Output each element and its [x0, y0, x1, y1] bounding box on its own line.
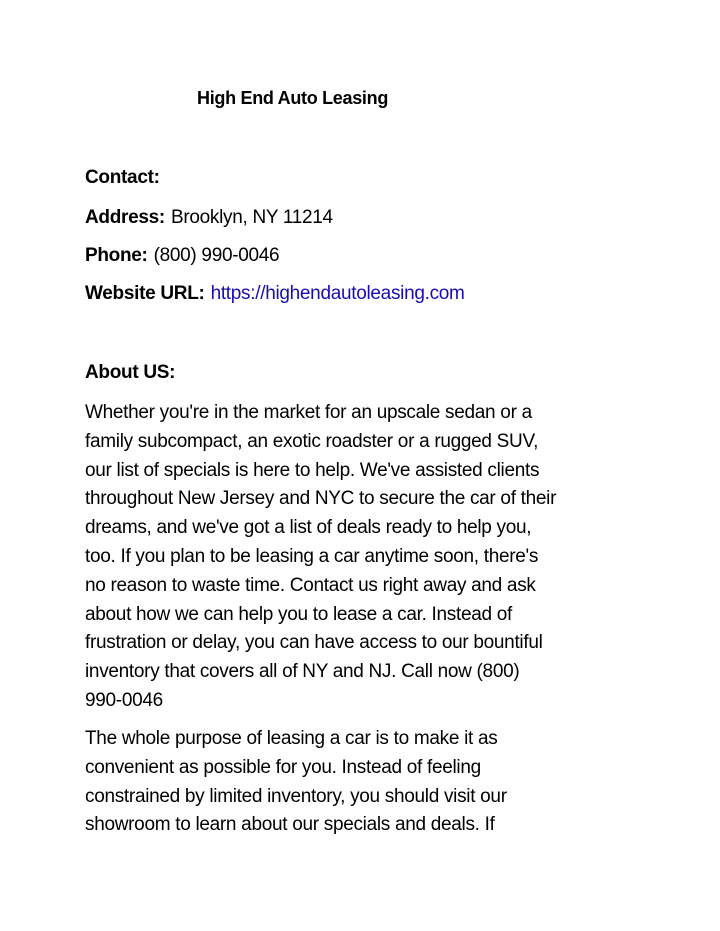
address-value: Brooklyn, NY 11214 [170, 207, 333, 228]
paragraph-line: dreams, and we've got a list of deals ready to help you, [85, 517, 532, 539]
paragraph-line: about how we can help you to lease a car. Instead of [85, 603, 512, 625]
paragraph-line: inventory that covers all of NY and NJ. Call now (800) [85, 661, 520, 683]
paragraph-line: showroom to learn about our specials and deals. If [85, 814, 495, 836]
contact-heading: Contact: [85, 167, 160, 188]
website-label: Website URL: [85, 283, 205, 304]
paragraph-line: no reason to waste time. Contact us right away and ask [85, 574, 536, 596]
website-link[interactable]: https://highendautoleasing.com [210, 283, 465, 304]
website-line [85, 283, 465, 305]
paragraph-line: 990-0046 [85, 689, 163, 711]
address-label: Address: [85, 207, 165, 228]
document-title: High End Auto Leasing [197, 88, 389, 108]
about-paragraph-2 [85, 725, 645, 840]
paragraph-line: frustration or delay, you can have access to our bountiful [85, 632, 543, 654]
paragraph-line: The whole purpose of leasing a car is to make it as [85, 728, 498, 749]
about-paragraph-1 [85, 399, 645, 716]
paragraph-line: family subcompact, an exotic roadster or a rugged SUV, [85, 430, 539, 452]
phone-line [85, 245, 279, 267]
paragraph-line: too. If you plan to be leasing a car anytime soon, there's [85, 545, 539, 567]
address-line [85, 207, 333, 229]
paragraph-line: constrained by limited inventory, you should visit our [85, 785, 507, 807]
paragraph-line: our list of specials is here to help. We've assisted clients [85, 459, 540, 481]
phone-label: Phone: [85, 245, 148, 266]
about-heading: About US: [85, 362, 176, 383]
paragraph-line: Whether you're in the market for an upscale sedan or a [85, 402, 532, 423]
paragraph-line: throughout New Jersey and NYC to secure the car of their [85, 488, 557, 510]
paragraph-line: convenient as possible for you. Instead of feeling [85, 756, 481, 778]
phone-value: (800) 990-0046 [153, 245, 280, 266]
